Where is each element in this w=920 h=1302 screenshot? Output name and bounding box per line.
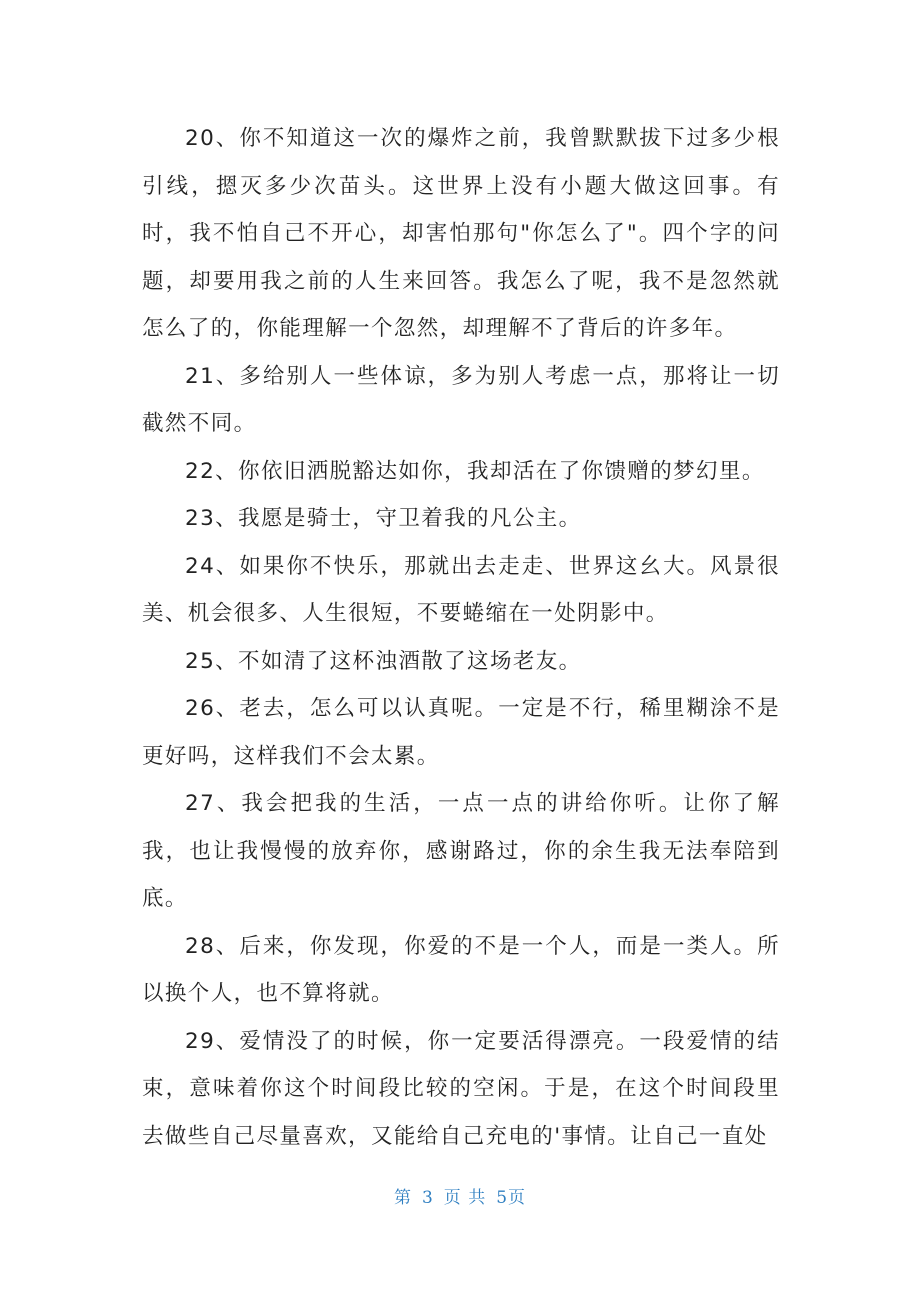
page-footer: [0, 1183, 920, 1208]
paragraph-26: 26、老去，怎么可以认真呢。一定是不行，稀里糊涂不是更好吗，这样我们不会太累。: [142, 696, 780, 769]
footer-suffix: 页: [508, 1188, 527, 1208]
paragraph-29: 29、爱情没了的时候，你一定要活得漂亮。一段爱情的结束，意味着你这个时间段比较的空闲。于是，在这个时间段里去做些自己尽量喜欢，又能给自己充电的'事情。让自己一直处: [142, 1028, 780, 1149]
footer-current-page: 3: [421, 1188, 434, 1208]
footer-middle: 页 共: [443, 1188, 487, 1208]
paragraph-24: 24、如果你不快乐，那就出去走走、世界这幺大。风景很美、机会很多、人生很短，不要蜷缩在一处阴影中。: [142, 553, 780, 626]
footer-total-pages: 5: [496, 1188, 509, 1208]
paragraph-28: 28、后来，你发现，你爱的不是一个人，而是一类人。所以换个人，也不算将就。: [142, 933, 780, 1006]
paragraph-20: 20、你不知道这一次的爆炸之前，我曾默默拔下过多少根引线，摁灭多少次苗头。这世界上没有小题大做这回事。有时，我不怕自己不开心，却害怕那句"你怎么了"。四个字的问题，却要用我之前的人生来回答。我怎么了呢，我不是忽然就怎么了的，你能理解一个忽然，却理解不了背后的许多年。: [142, 126, 780, 341]
document-body: [142, 115, 780, 1160]
paragraph-27: 27、我会把我的生活，一点一点的讲给你听。让你了解我，也让我慢慢的放弃你，感谢路过，你的余生我无法奉陪到底。: [142, 791, 780, 911]
paragraph-23: 23、我愿是骑士，守卫着我的凡公主。: [185, 506, 582, 531]
paragraph-22: 22、你依旧洒脱豁达如你，我却活在了你馈赠的梦幻里。: [185, 458, 765, 484]
paragraph-25: 25、不如清了这杯浊酒散了这场老友。: [185, 648, 582, 674]
paragraph-21: 21、多给别人一些体谅，多为别人考虑一点，那将让一切截然不同。: [142, 363, 780, 436]
footer-prefix: 第: [393, 1188, 412, 1208]
